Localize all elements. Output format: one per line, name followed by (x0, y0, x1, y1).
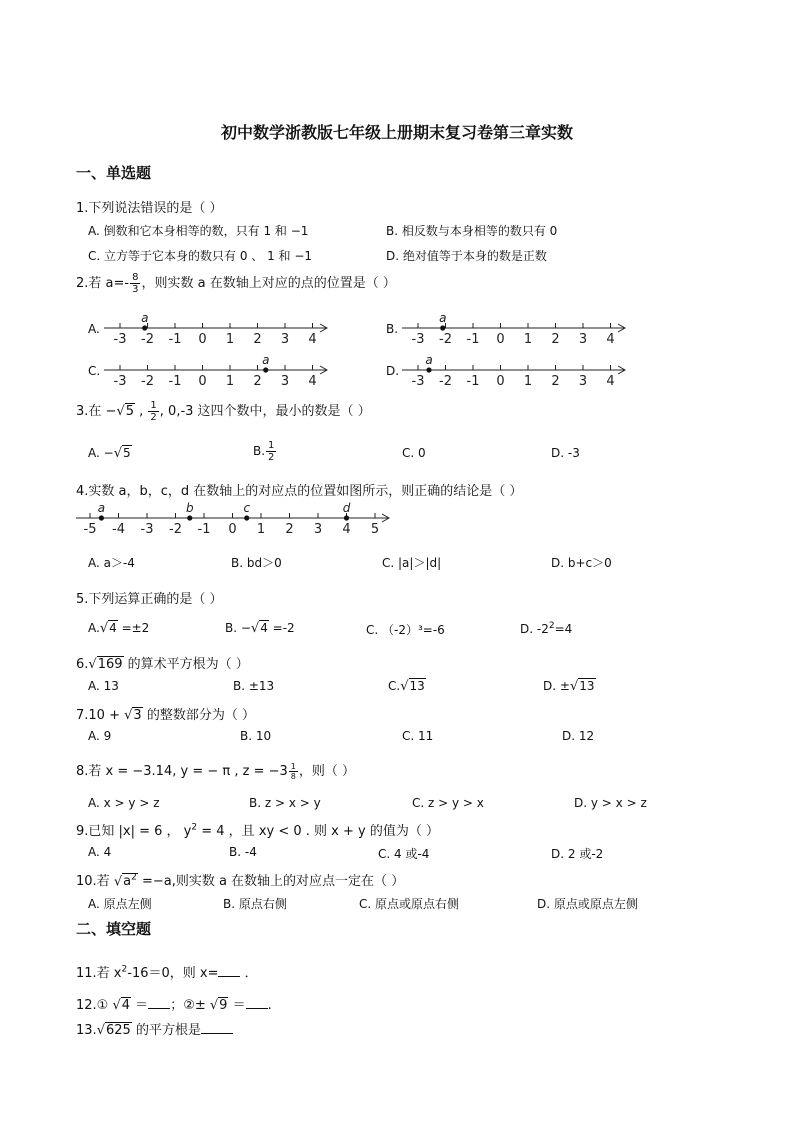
question-11-stem-middle: -16＝0，则 x= (127, 966, 219, 981)
question-2-stem-suffix: ，则实数 a 在数轴上对应的点的位置是（ ） (141, 276, 396, 291)
option-suffix: =±2 (117, 621, 150, 635)
tick-label: 0 (496, 374, 505, 389)
tick-label: 4 (308, 332, 317, 347)
tick-label: -1 (466, 374, 480, 389)
tick-label: 4 (342, 522, 351, 537)
point-dot (244, 515, 249, 520)
option-prefix: A. − (88, 446, 114, 460)
question-7-stem-suffix: 的整数部分为（ ） (142, 708, 255, 723)
question-6-option-c (388, 679, 426, 694)
tick-label: -1 (466, 332, 480, 347)
option-suffix: =4 (554, 622, 573, 636)
point-dot (426, 367, 431, 372)
question-8-stem-prefix: 8.若 x = −3.14, y = − π , z = −3 (76, 764, 288, 779)
point-dot (142, 325, 147, 330)
option-prefix: D. -2 (520, 622, 549, 636)
radicand: 4 (260, 621, 268, 635)
radicand-base: a (123, 874, 132, 889)
question-1-option-d: D. 绝对值等于本身的数是正数 (386, 249, 547, 263)
exponent: 2 (121, 964, 128, 975)
option-suffix: =-2 (268, 621, 295, 635)
tick-label: 4 (606, 332, 615, 347)
question-2-number-line-c (104, 352, 334, 392)
point-label: a (262, 353, 270, 367)
fraction-numerator: 1 (290, 762, 296, 771)
question-10-stem-prefix: 10.若 (76, 874, 114, 889)
question-8-option-d: D. y > x > z (574, 796, 647, 810)
question-1-stem: 1.下列说法错误的是（ ） (76, 201, 223, 216)
answer-blank[interactable] (201, 1022, 233, 1034)
point-label: c (243, 501, 251, 515)
tick-label: 2 (253, 332, 262, 347)
fraction-denominator: 8 (290, 772, 296, 781)
question-5-option-a (88, 621, 149, 636)
question-9-stem-prefix: 9.已知 |x| = 6 ， y (76, 824, 192, 839)
question-3-stem: 3.在 −√5 , $\frac{1}{2}$ , 0,-3 这四个数中，最小的数是（ ） (76, 400, 371, 423)
question-7-option-d: D. 12 (562, 729, 595, 743)
option-prefix: A. (88, 621, 100, 635)
question-6-stem-suffix: 的算术平方根为（ ） (123, 657, 249, 672)
question-8-stem (76, 760, 355, 781)
tick-label: 3 (578, 374, 588, 389)
question-5-option-d (520, 621, 572, 636)
point-dot (263, 367, 268, 372)
tick-label: 3 (313, 522, 323, 537)
page-title: 初中数学浙教版七年级上册期末复习卷第三章实数 (220, 123, 573, 142)
question-9-stem (76, 820, 439, 839)
question-3-stem-suffix: , 0,-3 这四个数中，最小的数是（ ） (159, 404, 371, 419)
fraction (130, 272, 140, 295)
question-13-suffix: 的平方根是 (131, 1023, 201, 1038)
tick-label: 0 (496, 332, 505, 347)
point-label: a (439, 311, 447, 325)
section-heading-fill-in: 二、填空题 (76, 920, 152, 938)
question-10-option-d: D. 原点或原点左侧 (537, 897, 638, 911)
question-2-number-line-d (402, 352, 632, 392)
question-7-stem-prefix: 7.10 + (76, 708, 125, 723)
question-4-option-b: B. bd＞0 (231, 556, 282, 570)
tick-label: 2 (551, 332, 560, 347)
question-6-option-d (543, 679, 596, 694)
radicand: 5 (122, 446, 131, 460)
radical (124, 708, 143, 723)
question-8-option-c: C. z > y > x (412, 796, 484, 810)
radicand: 169 (97, 657, 123, 672)
question-6-stem-prefix: 6. (76, 657, 89, 672)
radical-sign-icon: √ (113, 874, 123, 889)
question-9-option-c: C. 4 或-4 (378, 847, 430, 861)
point-label: a (425, 353, 433, 367)
fraction-denominator: 2 (268, 452, 275, 463)
question-3-option-d: D. -3 (551, 446, 580, 460)
tick-label: -1 (168, 332, 182, 347)
fraction-denominator: 3 (132, 284, 139, 295)
question-12-part-5: . (267, 998, 272, 1013)
point-label: b (185, 501, 194, 515)
question-1-option-c: C. 立方等于它本身的数只有 0 、 1 和 −1 (88, 249, 313, 263)
question-2-option-a-label: A. (88, 322, 100, 336)
point-label: d (342, 501, 351, 515)
question-3-option-b (253, 440, 277, 463)
question-11-stem (76, 962, 258, 981)
question-12-part-2: ＝ (131, 998, 149, 1013)
tick-label: 4 (606, 374, 615, 389)
question-10-option-b: B. 原点右侧 (223, 897, 287, 911)
section-heading-single-choice: 一、单选题 (76, 164, 152, 182)
point-dot (440, 325, 445, 330)
tick-label: 3 (578, 332, 588, 347)
tick-label: 1 (225, 374, 235, 389)
question-7-option-c: C. 11 (402, 729, 434, 743)
radical (97, 1023, 132, 1038)
question-12-stem (76, 994, 272, 1013)
question-2-option-b-label: B. (386, 322, 399, 336)
radical-sign-icon: √ (250, 621, 260, 636)
radicand: 13 (579, 679, 595, 693)
radicand (122, 873, 138, 889)
question-10-option-c: C. 原点或原点右侧 (359, 897, 460, 911)
tick-label: -2 (439, 374, 452, 389)
question-3-option-a (88, 446, 132, 461)
question-8-stem-suffix: ，则（ ） (298, 764, 355, 779)
tick-label: -2 (141, 332, 154, 347)
tick-label: 0 (198, 332, 207, 347)
tick-label: 5 (370, 522, 380, 537)
fraction-numerator: 8 (132, 272, 139, 283)
question-2-number-line-a (104, 310, 334, 350)
tick-label: -3 (411, 332, 425, 347)
exponent: 2 (131, 872, 137, 883)
question-2-stem-prefix: 2.若 a=- (76, 276, 130, 291)
tick-label: 3 (280, 374, 290, 389)
fraction-denominator: 2 (150, 412, 157, 423)
radical-sign-icon: √ (400, 679, 409, 694)
question-6-stem (76, 653, 249, 672)
radical-sign-icon: √ (116, 404, 125, 419)
radical-sign-icon: √ (112, 998, 121, 1013)
question-6-option-a: A. 13 (88, 679, 119, 693)
question-9-stem-suffix: = 4 ，且 xy < 0 . 则 x + y 的值为（ ） (197, 824, 439, 839)
question-2-option-d-label: D. (386, 364, 400, 378)
tick-label: -5 (83, 522, 97, 537)
option-prefix: C. (388, 679, 401, 693)
exponent: 2 (548, 621, 555, 631)
exponent: 2 (191, 822, 198, 833)
question-13-stem (76, 1019, 233, 1038)
radical (570, 679, 596, 694)
radical-sign-icon: √ (124, 708, 133, 723)
point-dot (344, 515, 349, 520)
radical-sign-icon: √ (88, 657, 97, 672)
question-11-stem-suffix: ． (240, 966, 258, 981)
tick-label: -3 (411, 374, 425, 389)
question-2-stem (76, 272, 396, 295)
question-7-option-a: A. 9 (88, 729, 112, 743)
fraction-numerator: 1 (268, 440, 275, 451)
tick-label: -2 (439, 332, 452, 347)
point-label: a (141, 311, 149, 325)
question-10-option-a: A. 原点左侧 (88, 897, 152, 911)
point-dot (99, 515, 104, 520)
tick-label: -1 (197, 522, 211, 537)
question-4-option-d: D. b+c＞0 (551, 556, 612, 570)
question-4-option-c: C. |a|＞|d| (382, 556, 442, 570)
question-6-option-b: B. ±13 (233, 679, 275, 693)
radicand: 625 (105, 1023, 131, 1038)
radicand: 4 (121, 998, 131, 1013)
radical-sign-icon: √ (113, 446, 122, 461)
fraction-numerator: 1 (150, 400, 157, 411)
question-4-option-a: A. a＞-4 (88, 556, 135, 570)
question-1-option-a: A. 倒数和它本身相等的数，只有 1 和 −1 (88, 224, 309, 238)
question-4-number-line (76, 500, 396, 540)
radicand: 9 (219, 998, 228, 1013)
answer-blank[interactable] (246, 997, 268, 1009)
question-13-prefix: 13. (76, 1023, 97, 1038)
tick-label: 1 (523, 374, 533, 389)
option-prefix: B. (253, 444, 266, 458)
radical (400, 679, 426, 694)
question-5-stem: 5.下列运算正确的是（ ） (76, 592, 223, 607)
tick-label: 4 (308, 374, 317, 389)
question-2-option-c-label: C. (88, 364, 101, 378)
question-2-number-line-b (402, 310, 632, 350)
radical (114, 446, 132, 461)
fraction (148, 400, 158, 423)
tick-label: -2 (141, 374, 154, 389)
tick-label: -3 (113, 332, 127, 347)
point-dot (187, 515, 192, 520)
tick-label: -3 (113, 374, 127, 389)
point-label: a (97, 501, 106, 515)
question-11-stem-prefix: 11.若 x (76, 966, 122, 981)
tick-label: -2 (169, 522, 182, 537)
tick-label: 1 (523, 332, 533, 347)
question-12-part-1: 12.① (76, 998, 113, 1013)
question-7-stem (76, 704, 255, 723)
question-3-stem-prefix: 3.在 − (76, 404, 117, 419)
question-1-option-b: B. 相反数与本身相等的数只有 0 (386, 224, 558, 238)
question-12-part-4: ＝ (228, 998, 246, 1013)
question-9-option-b: B. -4 (229, 845, 257, 859)
tick-label: 2 (285, 522, 294, 537)
answer-blank[interactable] (218, 965, 240, 977)
question-9-option-a: A. 4 (88, 845, 112, 859)
radical (116, 404, 135, 419)
question-10-stem-suffix: =−a,则实数 a 在数轴上的对应点一定在（ ） (137, 874, 405, 889)
question-9-option-d: D. 2 或-2 (551, 847, 604, 861)
fraction (289, 762, 298, 781)
tick-label: 2 (551, 374, 560, 389)
tick-label: -4 (112, 522, 125, 537)
question-8-option-a: A. x > y > z (88, 796, 160, 810)
question-5-option-c: C. （-2）³=-6 (366, 623, 445, 637)
tick-label: -3 (140, 522, 154, 537)
option-prefix: D. ± (543, 679, 570, 693)
tick-label: 2 (253, 374, 262, 389)
radical (210, 998, 229, 1013)
tick-label: 0 (198, 374, 207, 389)
fraction (266, 440, 276, 463)
radical (114, 873, 138, 889)
answer-blank[interactable] (148, 997, 170, 1009)
radical (100, 621, 118, 636)
radical (112, 998, 131, 1013)
tick-label: 0 (228, 522, 237, 537)
radical-sign-icon: √ (96, 1023, 105, 1038)
question-3-option-c: C. 0 (402, 446, 426, 460)
radicand: 3 (133, 708, 142, 723)
question-5-option-b (225, 621, 295, 636)
tick-label: 3 (280, 332, 290, 347)
radical-sign-icon: √ (209, 998, 219, 1013)
question-10-stem (76, 870, 404, 889)
radical (251, 621, 269, 636)
question-8-option-b: B. z > x > y (249, 796, 321, 810)
radicand: 13 (409, 679, 425, 693)
radical-sign-icon: √ (99, 621, 109, 636)
option-prefix: B. − (225, 621, 251, 635)
radical (88, 657, 123, 672)
radicand: 5 (125, 404, 135, 419)
question-12-part-3: ；②± (170, 998, 210, 1013)
tick-label: -1 (168, 374, 182, 389)
question-7-option-b: B. 10 (240, 729, 272, 743)
tick-label: 1 (225, 332, 235, 347)
tick-label: 1 (256, 522, 266, 537)
question-4-stem: 4.实数 a，b，c，d 在数轴上的对应点的位置如图所示，则正确的结论是（ ） (76, 484, 523, 499)
radicand: 4 (109, 621, 117, 635)
radical-sign-icon: √ (569, 679, 579, 694)
